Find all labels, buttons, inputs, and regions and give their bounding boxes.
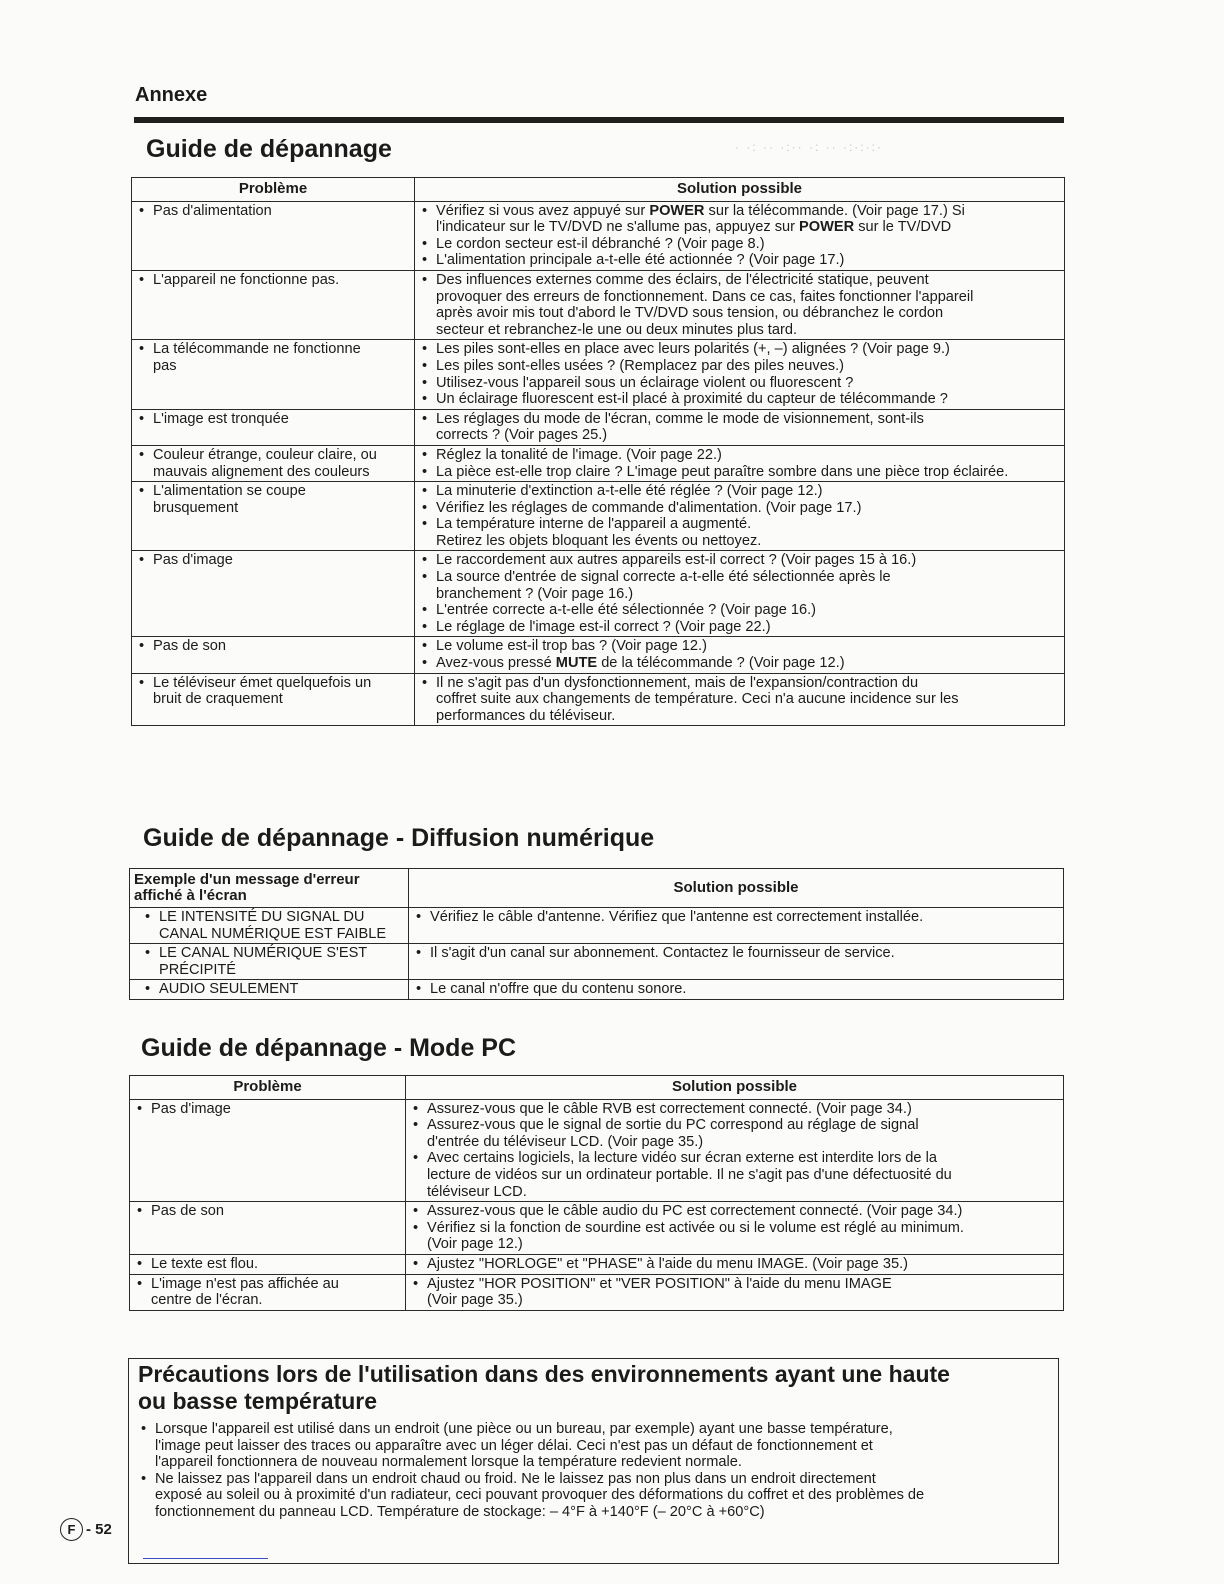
problem-cell	[130, 1254, 406, 1274]
bullet-list	[136, 411, 410, 428]
text-line: l'image peut laisser des traces ou apparaître avec un léger délai. Ceci n'est pas un défaut de fonctionnement et	[155, 1437, 873, 1454]
solution-item	[419, 236, 1060, 253]
error-message-item	[142, 945, 404, 978]
bullet-list	[419, 483, 1060, 549]
bullet-list	[419, 341, 1060, 407]
text-line: • Un éclairage fluorescent est-il placé à proximité du capteur de télécommande ?	[436, 391, 948, 408]
text-line: • Les réglages du mode de l'écran, comme le mode de visionnement, sont-ils	[436, 410, 924, 427]
text-line: • Ajustez "HOR POSITION" et "VER POSITION" à l'aide du menu IMAGE	[427, 1275, 892, 1292]
text-line: • Couleur étrange, couleur claire, ou	[153, 446, 377, 463]
text-line: • Le téléviseur émet quelquefois un	[153, 674, 372, 691]
error-message-item	[142, 909, 404, 942]
text-line: • Le cordon secteur est-il débranché ? (Voir page 8.)	[436, 235, 765, 252]
solution-item	[413, 909, 1059, 926]
table-row	[130, 908, 1064, 944]
precautions-list	[138, 1421, 1050, 1521]
col-header-message-line: Exemple d'un message d'erreur	[134, 871, 360, 888]
solution-cell	[415, 270, 1065, 339]
table-row	[130, 1254, 1064, 1274]
problem-item	[134, 1256, 401, 1273]
table-row	[130, 1274, 1064, 1310]
solution-item	[419, 638, 1060, 655]
solution-cell	[406, 1254, 1064, 1274]
col-header-problem: Problème	[130, 1076, 406, 1100]
text-line: • Avez-vous pressé MUTE de la télécommande ? (Voir page 12.)	[436, 655, 845, 672]
text-line: corrects ? (Voir pages 25.)	[436, 427, 608, 444]
col-header-problem: Problème	[132, 178, 415, 202]
text-line: • Vérifiez si vous avez appuyé sur POWER sur la télécommande. (Voir page 17.) Si	[436, 202, 965, 219]
solution-item	[419, 447, 1060, 464]
solution-item	[419, 675, 1060, 725]
problem-item	[134, 1101, 401, 1118]
guide1-title: Guide de dépannage	[146, 135, 392, 163]
solution-item	[419, 619, 1060, 636]
text-line: d'entrée du téléviseur LCD. (Voir page 35.)	[427, 1133, 704, 1150]
table-row	[132, 201, 1065, 270]
problem-item	[136, 552, 410, 569]
col-header-message	[130, 869, 409, 908]
text-line: brusquement	[153, 499, 239, 516]
solution-item	[419, 464, 1060, 481]
scan-noise: · ·: ·· ·:·· ·: ·· ·:·:·:·	[735, 140, 883, 154]
solution-cell	[415, 409, 1065, 445]
solution-cell	[415, 551, 1065, 637]
problem-item	[136, 638, 410, 655]
error-message-cell	[130, 908, 409, 944]
precaution-item	[138, 1421, 1050, 1471]
solution-item	[413, 945, 1059, 962]
bottom-divider	[143, 1558, 268, 1559]
col-header-message-line: affiché à l'écran	[134, 887, 247, 904]
text-line: • Utilisez-vous l'appareil sous un éclairage violent ou fluorescent ?	[436, 374, 854, 391]
problem-cell	[132, 482, 415, 551]
solution-item	[419, 252, 1060, 269]
precautions-title-line: Précautions lors de l'utilisation dans des environnements ayant une haute	[138, 1361, 950, 1387]
solution-item	[419, 411, 1060, 444]
pc-troubleshooting-table	[129, 1075, 1064, 1311]
bullet-list	[419, 552, 1060, 635]
text-line: Retirez les objets bloquant les évents ou nettoyez.	[436, 532, 762, 549]
text-line: • Le réglage de l'image est-il correct ? (Voir page 22.)	[436, 618, 771, 635]
text-line: secteur et rebranchez-le une ou deux minutes plus tard.	[436, 321, 797, 338]
text-line: • Pas d'image	[151, 1100, 231, 1117]
solution-cell	[409, 908, 1064, 944]
bullet-list	[136, 483, 410, 516]
problem-item	[136, 447, 410, 480]
text-line: mauvais alignement des couleurs	[153, 463, 370, 480]
text-line: PRÉCIPITÉ	[159, 961, 237, 978]
problem-cell	[130, 1099, 406, 1202]
table-row	[132, 482, 1065, 551]
solution-item	[419, 655, 1060, 672]
bullet-list	[419, 272, 1060, 338]
text-line: exposé au soleil ou à proximité d'un radiateur, ceci pouvant provoquer des déformations du coffret et des problèmes de	[155, 1487, 925, 1504]
solution-item	[419, 516, 1060, 549]
text-line: • La pièce est-elle trop claire ? L'image peut paraître sombre dans une pièce trop éclairée.	[436, 463, 1009, 480]
solution-item	[419, 602, 1060, 619]
bullet-list	[419, 411, 1060, 444]
solution-cell	[406, 1274, 1064, 1310]
text-line: • LE CANAL NUMÉRIQUE S'EST	[159, 945, 368, 962]
bullet-list	[136, 675, 410, 708]
text-line: branchement ? (Voir page 16.)	[436, 585, 634, 602]
problem-cell	[132, 201, 415, 270]
text-line: • Le volume est-il trop bas ? (Voir page 12.)	[436, 638, 707, 655]
solution-cell	[409, 944, 1064, 980]
bullet-list	[134, 981, 404, 998]
bullet-list	[413, 981, 1059, 998]
solution-item	[413, 981, 1059, 998]
text-line: CANAL NUMÉRIQUE EST FAIBLE	[159, 925, 387, 942]
problem-cell	[132, 673, 415, 726]
bullet-list	[134, 1203, 401, 1220]
solution-item	[410, 1117, 1059, 1150]
table-row	[132, 340, 1065, 409]
text-line: • L'image est tronquée	[153, 410, 289, 427]
bullet-list	[136, 552, 410, 569]
solution-item	[410, 1203, 1059, 1220]
solution-item	[419, 500, 1060, 517]
text-line: • Le texte est flou.	[151, 1255, 259, 1272]
col-header-solution: Solution possible	[415, 178, 1065, 202]
solution-item	[419, 272, 1060, 338]
text-line: téléviseur LCD.	[427, 1183, 527, 1200]
problem-cell	[132, 551, 415, 637]
bullet-list	[410, 1101, 1059, 1201]
header-rule	[134, 117, 1064, 123]
problem-cell	[132, 409, 415, 445]
text-line: • AUDIO SEULEMENT	[159, 981, 299, 998]
text-line: • Lorsque l'appareil est utilisé dans un endroit (une pièce ou un bureau, par exemple) ayant une basse température,	[155, 1421, 893, 1437]
col-header-solution: Solution possible	[409, 869, 1064, 908]
text-line: • LE INTENSITÉ DU SIGNAL DU	[159, 909, 365, 925]
bullet-list	[136, 638, 410, 655]
table-row	[130, 944, 1064, 980]
text-line: (Voir page 12.)	[427, 1236, 523, 1253]
bullet-list	[410, 1276, 1059, 1309]
table-row	[132, 673, 1065, 726]
text-line: • Ne laissez pas l'appareil dans un endroit chaud ou froid. Ne le laissez pas non plus dans un endroit directement	[155, 1470, 876, 1487]
text-line: l'appareil fonctionnera de nouveau normalement lorsque la température redevient normale.	[155, 1454, 742, 1471]
problem-item	[136, 675, 410, 708]
text-line: • La source d'entrée de signal correcte a-t-elle été sélectionnée après le	[436, 569, 891, 586]
bullet-list	[419, 675, 1060, 725]
solution-item	[419, 358, 1060, 375]
section-label: Annexe	[135, 84, 208, 106]
text-line: bruit de craquement	[153, 691, 283, 708]
error-message-cell	[130, 944, 409, 980]
text-line: • Assurez-vous que le signal de sortie du PC correspond au réglage de signal	[427, 1117, 919, 1134]
bullet-list	[419, 447, 1060, 480]
table-row	[130, 1099, 1064, 1202]
text-line: • Assurez-vous que le câble RVB est correctement connecté. (Voir page 34.)	[427, 1100, 912, 1117]
solution-item	[419, 391, 1060, 408]
problem-cell	[132, 637, 415, 673]
text-line: provoquer des erreurs de fonctionnement. Dans ce cas, faites fonctionner l'appareil	[436, 288, 974, 305]
table-row	[132, 409, 1065, 445]
bullet-list	[134, 1256, 401, 1273]
bullet-list	[134, 909, 404, 942]
problem-item	[136, 411, 410, 428]
solution-item	[410, 1256, 1059, 1273]
table-row	[130, 980, 1064, 1000]
solution-cell	[415, 340, 1065, 409]
text-line: • Le raccordement aux autres appareils est-il correct ? (Voir pages 15 à 16.)	[436, 552, 917, 569]
solution-item	[419, 341, 1060, 358]
bullet-list	[419, 638, 1060, 671]
text-line: • Il ne s'agit pas d'un dysfonctionnement, mais de l'expansion/contraction du	[436, 674, 919, 691]
error-message-cell	[130, 980, 409, 1000]
text-line: • Réglez la tonalité de l'image. (Voir page 22.)	[436, 446, 722, 463]
text-line: Le canal n'offre que du contenu sonore.	[430, 981, 687, 998]
solution-item	[419, 569, 1060, 602]
bullet-list	[136, 447, 410, 480]
text-line: • Vérifiez si la fonction de sourdine est activée ou si le volume est réglé au minimum.	[427, 1219, 964, 1236]
bullet-list	[413, 945, 1059, 962]
page-number-text: - 52	[86, 1521, 112, 1538]
table-row	[132, 445, 1065, 481]
bullet-list	[134, 945, 404, 978]
text-line: • Les piles sont-elles en place avec leurs polarités (+, –) alignées ? (Voir page 9.)	[436, 341, 950, 358]
bullet-list	[134, 1101, 401, 1118]
precautions-title	[138, 1361, 1048, 1415]
text-line: • Des influences externes comme des éclairs, de l'électricité statique, peuvent	[436, 271, 929, 288]
problem-cell	[130, 1202, 406, 1255]
text-line: • Vérifiez les réglages de commande d'alimentation. (Voir page 17.)	[436, 499, 862, 516]
problem-item	[134, 1203, 401, 1220]
solution-item	[410, 1220, 1059, 1253]
solution-item	[419, 375, 1060, 392]
precautions-title-line: ou basse température	[138, 1388, 378, 1414]
solution-cell	[415, 673, 1065, 726]
text-line: • Les piles sont-elles usées ? (Remplacez par des piles neuves.)	[436, 357, 845, 374]
table-row	[130, 1202, 1064, 1255]
digital-troubleshooting-table	[129, 868, 1064, 1000]
solution-item	[419, 483, 1060, 500]
solution-cell	[406, 1202, 1064, 1255]
text-line: • Pas de son	[151, 1203, 225, 1220]
language-badge-icon: F	[60, 1518, 83, 1541]
guide3-title: Guide de dépannage - Mode PC	[141, 1034, 517, 1062]
text-line: • Pas de son	[153, 638, 227, 655]
solution-cell	[415, 637, 1065, 673]
solution-item	[419, 203, 1060, 236]
text-line: centre de l'écran.	[151, 1292, 263, 1309]
text-line: après avoir mis tout d'abord le TV/DVD sous tension, ou débranchez le cordon	[436, 305, 944, 322]
col-header-solution: Solution possible	[406, 1076, 1064, 1100]
table-row	[132, 637, 1065, 673]
solution-item	[410, 1150, 1059, 1200]
solution-cell	[406, 1099, 1064, 1202]
problem-cell	[130, 1274, 406, 1310]
precaution-item	[138, 1471, 1050, 1521]
text-line: coffret suite aux changements de température. Ceci n'a aucune incidence sur les	[436, 691, 959, 708]
guide2-title: Guide de dépannage - Diffusion numérique	[143, 824, 655, 852]
table-row	[132, 270, 1065, 339]
solution-item	[410, 1276, 1059, 1309]
bullet-list	[136, 272, 410, 289]
text-line: • Assurez-vous que le câble audio du PC est correctement connecté. (Voir page 34.)	[427, 1203, 963, 1220]
text-line: lecture de vidéos sur un ordinateur portable. Il ne s'agit pas d'une défectuosité du	[427, 1166, 952, 1183]
text-line: • La télécommande ne fonctionne	[153, 341, 361, 358]
bullet-list	[413, 909, 1059, 926]
text-line: • Ajustez "HORLOGE" et "PHASE" à l'aide du menu IMAGE. (Voir page 35.)	[427, 1255, 908, 1272]
solution-cell	[415, 482, 1065, 551]
solution-cell	[409, 980, 1064, 1000]
solution-item	[410, 1101, 1059, 1118]
text-line: performances du téléviseur.	[436, 707, 616, 724]
text-line: • La température interne de l'appareil a augmenté.	[436, 516, 752, 533]
problem-item	[136, 203, 410, 220]
troubleshooting-table	[131, 177, 1065, 726]
page-number	[60, 1518, 112, 1541]
text-line: • L'appareil ne fonctionne pas.	[153, 271, 340, 288]
problem-cell	[132, 340, 415, 409]
text-line: • L'alimentation se coupe	[153, 483, 306, 500]
text-line: • L'alimentation principale a-t-elle été actionnée ? (Voir page 17.)	[436, 252, 845, 269]
text-line: • La minuterie d'extinction a-t-elle été réglée ? (Voir page 12.)	[436, 483, 823, 500]
text-line: • Avec certains logiciels, la lecture vidéo sur écran externe est interdite lors de la	[427, 1150, 937, 1167]
solution-item	[419, 552, 1060, 569]
text-line: fonctionnement du panneau LCD. Température de stockage: – 4°F à +140°F (– 20°C à +60°C)	[155, 1503, 765, 1520]
table-row	[132, 551, 1065, 637]
problem-item	[136, 272, 410, 289]
problem-cell	[132, 270, 415, 339]
problem-item	[136, 341, 410, 374]
problem-item	[136, 483, 410, 516]
problem-cell	[132, 445, 415, 481]
text-line: pas	[153, 357, 177, 374]
error-message-item	[142, 981, 404, 998]
bullet-list	[410, 1203, 1059, 1253]
text-line: • L'image n'est pas affichée au	[151, 1275, 339, 1292]
solution-cell	[415, 201, 1065, 270]
text-line: • Pas d'alimentation	[153, 202, 272, 219]
text-line: • Pas d'image	[153, 552, 233, 569]
text-line: Il s'agit d'un canal sur abonnement. Contactez le fournisseur de service.	[430, 945, 895, 962]
text-line: l'indicateur sur le TV/DVD ne s'allume pas, appuyez sur POWER sur le TV/DVD	[436, 219, 952, 236]
bullet-list	[136, 341, 410, 374]
bullet-list	[419, 203, 1060, 269]
bullet-list	[410, 1256, 1059, 1273]
solution-cell	[415, 445, 1065, 481]
bullet-list	[136, 203, 410, 220]
problem-item	[134, 1276, 401, 1309]
bullet-list	[134, 1276, 401, 1309]
text-line: • L'entrée correcte a-t-elle été sélectionnée ? (Voir page 16.)	[436, 602, 817, 619]
text-line: (Voir page 35.)	[427, 1292, 523, 1309]
text-line: Vérifiez le câble d'antenne. Vérifiez que l'antenne est correctement installée.	[430, 909, 924, 925]
